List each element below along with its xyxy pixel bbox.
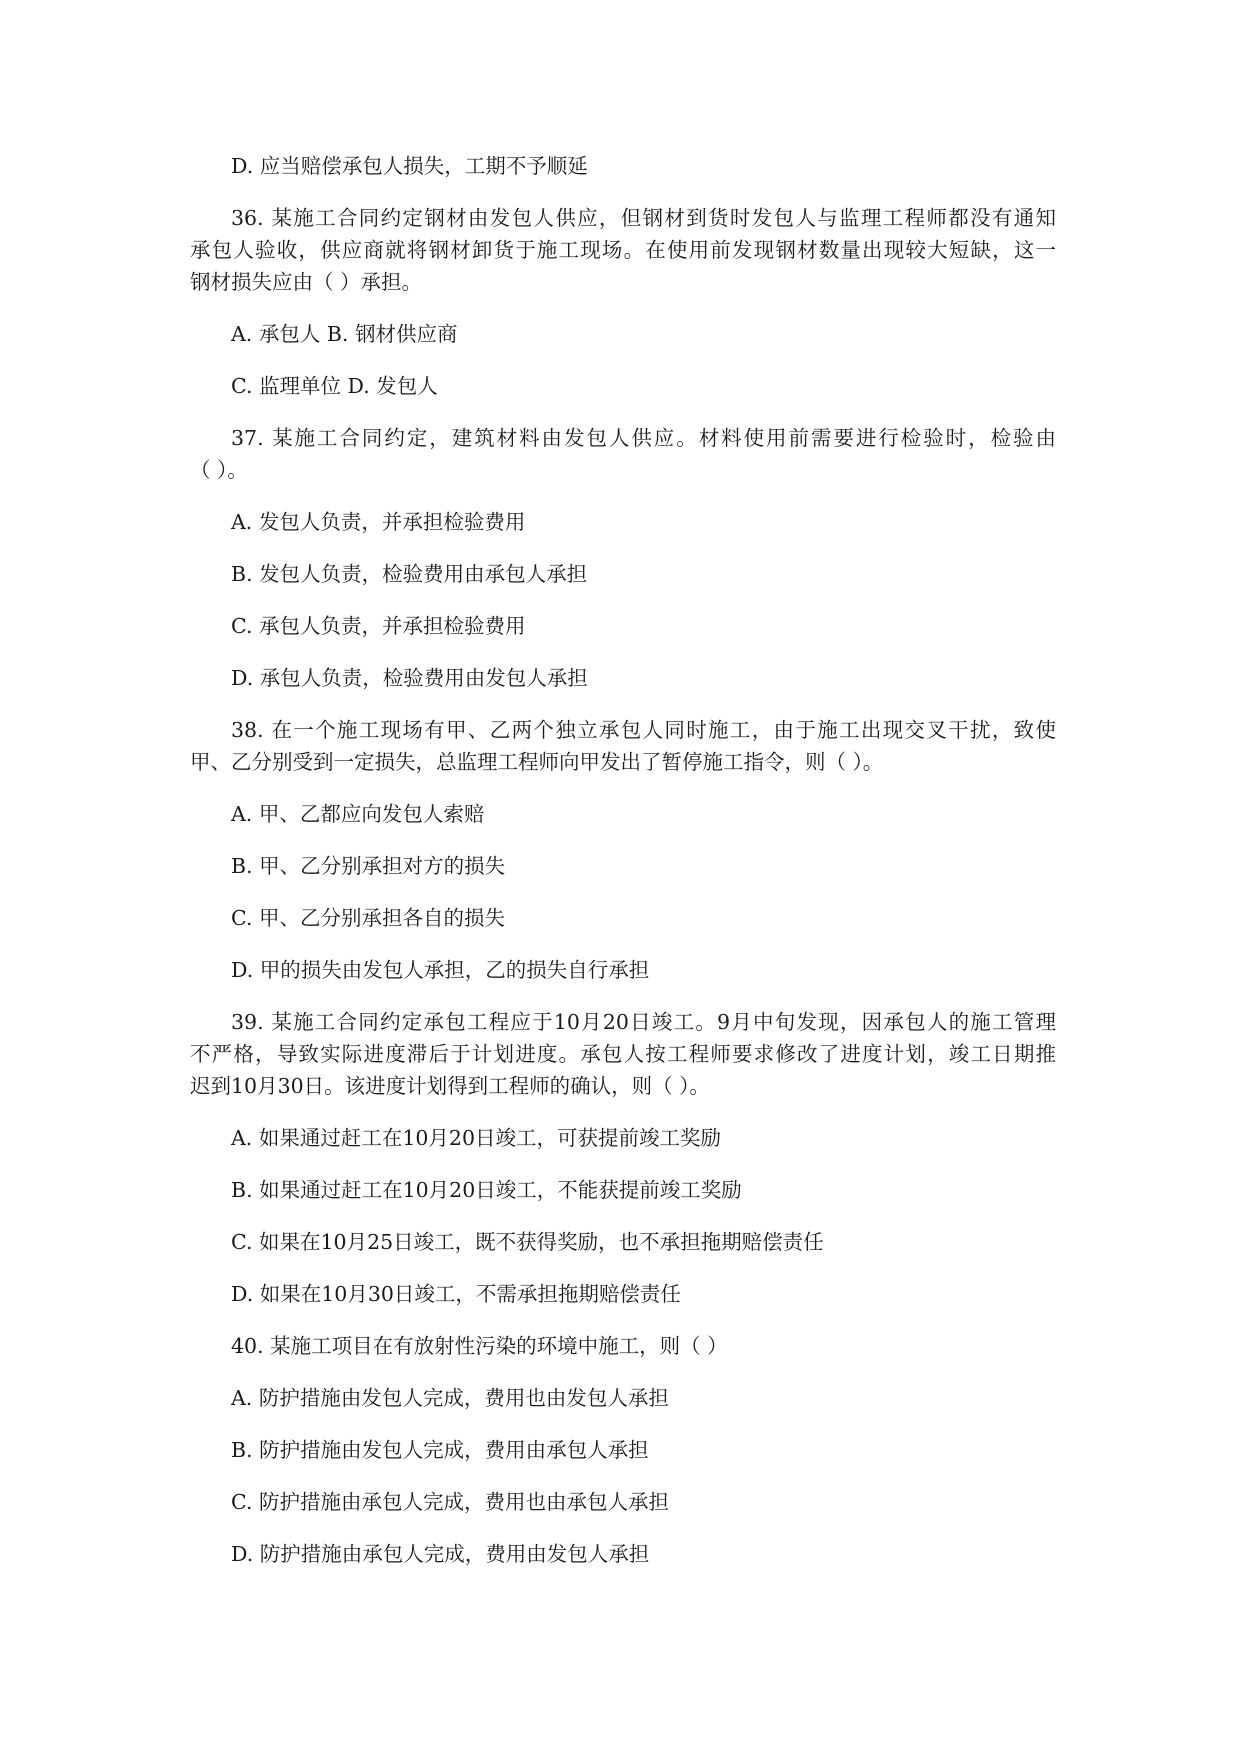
option-a-q39: A. 如果通过赶工在10月20日竣工，可获提前竣工奖励 — [231, 1126, 722, 1150]
option-a-q40: A. 防护措施由发包人完成，费用也由发包人承担 — [231, 1386, 669, 1410]
option-d-q39: D. 如果在10月30日竣工，不需承担拖期赔偿责任 — [231, 1282, 681, 1306]
question-line: （ ）。 — [190, 458, 248, 482]
option-a-q37: A. 发包人负责，并承担检验费用 — [231, 510, 526, 534]
option-ab-q36: A. 承包人 B. 钢材供应商 — [231, 322, 458, 346]
question-line: 36. 某施工合同约定钢材由发包人供应，但钢材到货时发包人与监理工程师都没有通知 — [231, 206, 1056, 230]
option-b-q37: B. 发包人负责，检验费用由承包人承担 — [231, 562, 588, 586]
option-a-q38: A. 甲、乙都应向发包人索赔 — [231, 802, 485, 826]
question-36 — [190, 202, 1056, 298]
question-line: 37. 某施工合同约定，建筑材料由发包人供应。材料使用前需要进行检验时，检验由 — [231, 426, 1056, 450]
option-cd-q36: C. 监理单位 D. 发包人 — [231, 374, 438, 398]
option-c-q37: C. 承包人负责，并承担检验费用 — [231, 614, 526, 638]
question-39 — [190, 1006, 1056, 1102]
option-c-q38: C. 甲、乙分别承担各自的损失 — [231, 906, 505, 930]
option-c-q39: C. 如果在10月25日竣工，既不获得奖励，也不承担拖期赔偿责任 — [231, 1230, 824, 1254]
question-line: 承包人验收，供应商就将钢材卸货于施工现场。在使用前发现钢材数量出现较大短缺，这一 — [190, 238, 1056, 262]
question-line: 38. 在一个施工现场有甲、乙两个独立承包人同时施工，由于施工出现交叉干扰，致使 — [231, 718, 1056, 742]
question-40: 40. 某施工项目在有放射性污染的环境中施工，则（ ） — [231, 1334, 728, 1358]
question-line: 甲、乙分别受到一定损失，总监理工程师向甲发出了暂停施工指令，则（ ）。 — [190, 750, 884, 774]
option-b-q40: B. 防护措施由发包人完成，费用由承包人承担 — [231, 1438, 649, 1462]
option-d-q35: D. 应当赔偿承包人损失，工期不予顺延 — [231, 154, 588, 178]
option-b-q39: B. 如果通过赶工在10月20日竣工，不能获提前竣工奖励 — [231, 1178, 742, 1202]
option-d-q37: D. 承包人负责，检验费用由发包人承担 — [231, 666, 588, 690]
question-38 — [190, 714, 1056, 778]
option-d-q40: D. 防护措施由承包人完成，费用由发包人承担 — [231, 1542, 650, 1566]
question-line: 迟到10月30日。该进度计划得到工程师的确认，则（ ）。 — [190, 1074, 710, 1098]
option-d-q38: D. 甲的损失由发包人承担，乙的损失自行承担 — [231, 958, 650, 982]
option-c-q40: C. 防护措施由承包人完成，费用也由承包人承担 — [231, 1490, 669, 1514]
option-b-q38: B. 甲、乙分别承担对方的损失 — [231, 854, 506, 878]
question-37 — [190, 422, 1056, 486]
question-line: 钢材损失应由（ ）承担。 — [190, 270, 423, 294]
question-line: 39. 某施工合同约定承包工程应于10月20日竣工。9月中旬发现，因承包人的施工管理 — [231, 1010, 1056, 1034]
question-line: 不严格，导致实际进度滞后于计划进度。承包人按工程师要求修改了进度计划，竣工日期推 — [190, 1042, 1056, 1066]
document-page — [190, 150, 1056, 1590]
